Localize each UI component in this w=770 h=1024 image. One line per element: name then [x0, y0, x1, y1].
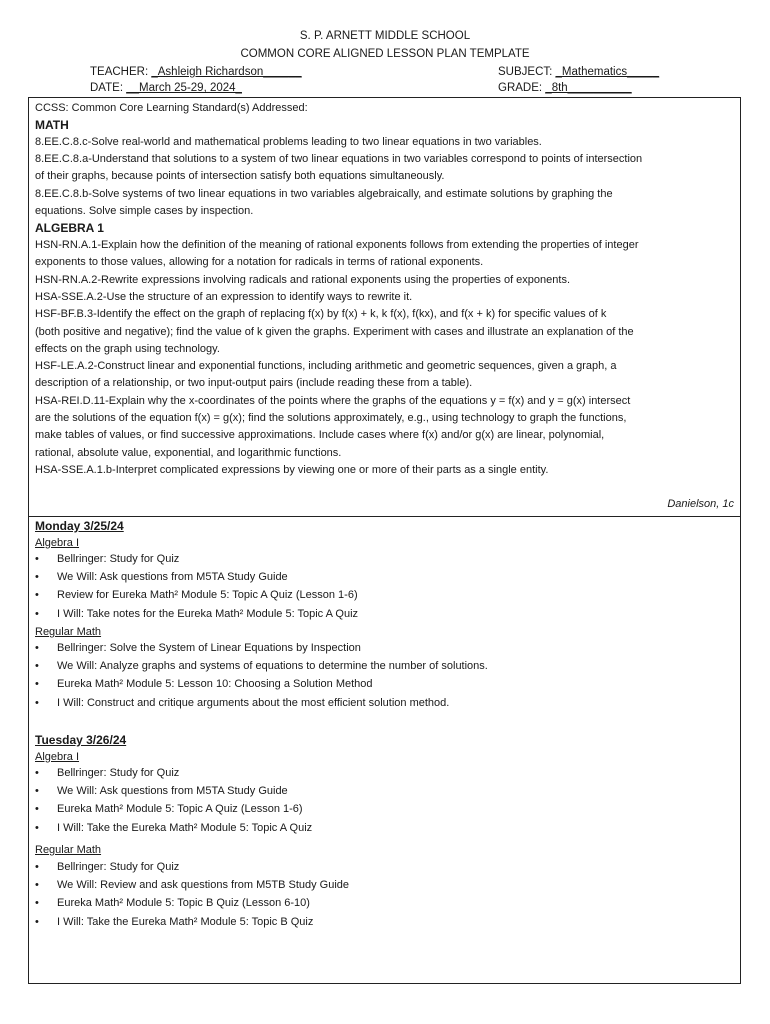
list-item	[35, 803, 303, 815]
standard-line: 8.EE.C.8.b-Solve systems of two linear equations in two variables algebraically, and estimate solutions by graphing the	[35, 187, 613, 200]
list-item-text: Bellringer: Solve the System of Linear Equations by Inspection	[57, 642, 361, 654]
subject-value: _Mathematics_____	[555, 66, 660, 78]
grade-value: _8th__________	[545, 82, 632, 94]
tuesday-title: Tuesday 3/26/24	[35, 733, 127, 747]
template-title: COMMON CORE ALIGNED LESSON PLAN TEMPLATE	[240, 48, 530, 60]
bullet-icon: •	[35, 642, 39, 654]
standard-line: HSF-LE.A.2-Construct linear and exponential functions, including arithmetic and geometric sequences, given a graph, a	[35, 360, 617, 373]
list-item-text: We Will: Review and ask questions from M5TB Study Guide	[57, 879, 350, 892]
standard-line: equations. Solve simple cases by inspection.	[35, 204, 254, 217]
standard-line: HSN-RN.A.1-Explain how the definition of the meaning of rational exponents follows from extending the properties of integer	[35, 239, 639, 251]
monday-regular-label: Regular Math	[35, 626, 102, 638]
bullet-icon: •	[35, 821, 39, 834]
math-heading: MATH	[35, 118, 69, 132]
teacher-value: _Ashleigh Richardson______	[151, 66, 302, 78]
bullet-icon: •	[35, 785, 39, 798]
tuesday-regular-label: Regular Math	[35, 844, 102, 856]
list-item-text: We Will: Ask questions from M5TA Study Guide	[57, 785, 288, 798]
standards-box	[28, 97, 741, 517]
subject-label: SUBJECT:	[498, 66, 553, 78]
standard-line: HSN-RN.A.2-Rewrite expressions involving radicals and rational exponents using the properties of exponents.	[35, 273, 570, 286]
list-item	[35, 642, 361, 654]
bullet-icon: •	[35, 879, 39, 892]
list-item	[35, 608, 358, 620]
algebra-heading: ALGEBRA 1	[35, 221, 104, 235]
list-item	[35, 589, 358, 601]
bullet-icon: •	[35, 589, 39, 602]
list-item-text: Eureka Math² Module 5: Topic A Quiz (Lesson 1-6)	[57, 803, 303, 816]
list-item-text: We Will: Analyze graphs and systems of equations to determine the number of solutions.	[57, 660, 488, 673]
subject-row	[498, 66, 659, 78]
standard-line: effects on the graph using technology.	[35, 342, 220, 355]
list-item-text: I Will: Take the Eureka Math² Module 5: Topic A Quiz	[57, 821, 313, 834]
list-item-text: I Will: Take the Eureka Math² Module 5: Topic B Quiz	[57, 915, 314, 928]
list-item-text: Bellringer: Study for Quiz	[57, 861, 180, 873]
bullet-icon: •	[35, 861, 39, 873]
list-item	[35, 879, 349, 891]
list-item	[35, 897, 310, 909]
list-item	[35, 767, 179, 779]
standard-line: exponents to those values, allowing for a notation for radicals in terms of rational exponents.	[35, 256, 484, 269]
standard-line: of their graphs, because points of intersection satisfy both equations simultaneously.	[35, 170, 445, 183]
standard-line: HSA-SSE.A.2-Use the structure of an expression to identify ways to rewrite it.	[35, 290, 413, 303]
bullet-icon: •	[35, 660, 39, 673]
list-item	[35, 861, 179, 873]
standard-line: make tables of values, or find successive approximations. Include cases where f(x) and/or g(x) are linear, polynomial,	[35, 429, 605, 442]
standard-line: 8.EE.C.8.a-Understand that solutions to a system of two linear equations in two variables correspond to points of intersection	[35, 153, 643, 166]
date-row	[90, 82, 242, 94]
list-item-text: We Will: Ask questions from M5TA Study Guide	[57, 571, 288, 584]
list-item-text: Review for Eureka Math² Module 5: Topic A Quiz (Lesson 1-6)	[57, 589, 358, 602]
list-item-text: Eureka Math² Module 5: Lesson 10: Choosing a Solution Method	[57, 678, 373, 691]
daily-plan-box	[28, 516, 741, 984]
date-label: DATE:	[90, 82, 124, 94]
date-value: __March 25-29, 2024_	[126, 82, 242, 94]
tuesday-algebra-label: Algebra I	[35, 751, 80, 763]
teacher-row	[90, 66, 302, 78]
bullet-icon: •	[35, 915, 39, 928]
bullet-icon: •	[35, 607, 39, 620]
list-item	[35, 916, 313, 928]
standard-line: HSF-BF.B.3-Identify the effect on the graph of replacing f(x) by f(x) + k, k f(x), f(kx), and f(x + k) for specific values of k	[35, 308, 607, 321]
list-item-text: Eureka Math² Module 5: Topic B Quiz (Lesson 6-10)	[57, 897, 310, 910]
list-item	[35, 553, 179, 565]
bullet-icon: •	[35, 553, 39, 565]
teacher-label: TEACHER:	[90, 66, 149, 78]
ccss-intro: CCSS: Common Core Learning Standard(s) Addressed:	[35, 102, 308, 114]
monday-title: Monday 3/25/24	[35, 519, 124, 533]
grade-row	[498, 82, 632, 94]
bullet-icon: •	[35, 767, 39, 779]
list-item	[35, 697, 449, 709]
standard-line: (both positive and negative); find the value of k given the graphs. Experiment with cases and illustrate an explanation of the	[35, 325, 634, 338]
standard-line: rational, absolute value, exponential, and logarithmic functions.	[35, 446, 342, 459]
standard-line: 8.EE.C.8.c-Solve real-world and mathematical problems leading to two linear equations in two variables.	[35, 136, 542, 148]
list-item	[35, 785, 288, 797]
list-item	[35, 678, 373, 690]
bullet-icon: •	[35, 571, 39, 584]
list-item	[35, 660, 488, 672]
monday-algebra-label: Algebra I	[35, 537, 80, 549]
bullet-icon: •	[35, 803, 39, 816]
bullet-icon: •	[35, 678, 39, 691]
list-item-text: I Will: Take notes for the Eureka Math² Module 5: Topic A Quiz	[57, 607, 359, 620]
list-item	[35, 571, 288, 583]
list-item-text: Bellringer: Study for Quiz	[57, 767, 180, 779]
standard-line: HSA-REI.D.11-Explain why the x-coordinates of the points where the graphs of the equations y = f(x) and y = g(x) intersect	[35, 394, 631, 407]
school-name: S. P. ARNETT MIDDLE SCHOOL	[299, 30, 471, 42]
grade-label: GRADE:	[498, 82, 543, 94]
standard-line: are the solutions of the equation f(x) = g(x); find the solutions approximately, e.g., using technology to graph the functions,	[35, 412, 627, 424]
list-item-text: Bellringer: Study for Quiz	[57, 553, 180, 565]
bullet-icon: •	[35, 696, 39, 709]
standard-line: description of a relationship, or two input-output pairs (include reading these from a table).	[35, 377, 473, 390]
bullet-icon: •	[35, 897, 39, 910]
list-item-text: I Will: Construct and critique arguments about the most efficient solution method.	[57, 696, 450, 709]
standard-line: HSA-SSE.A.1.b-Interpret complicated expressions by viewing one or more of their parts as a single entity.	[35, 463, 549, 476]
list-item	[35, 822, 312, 834]
danielson-note: Danielson, 1c	[667, 498, 734, 510]
